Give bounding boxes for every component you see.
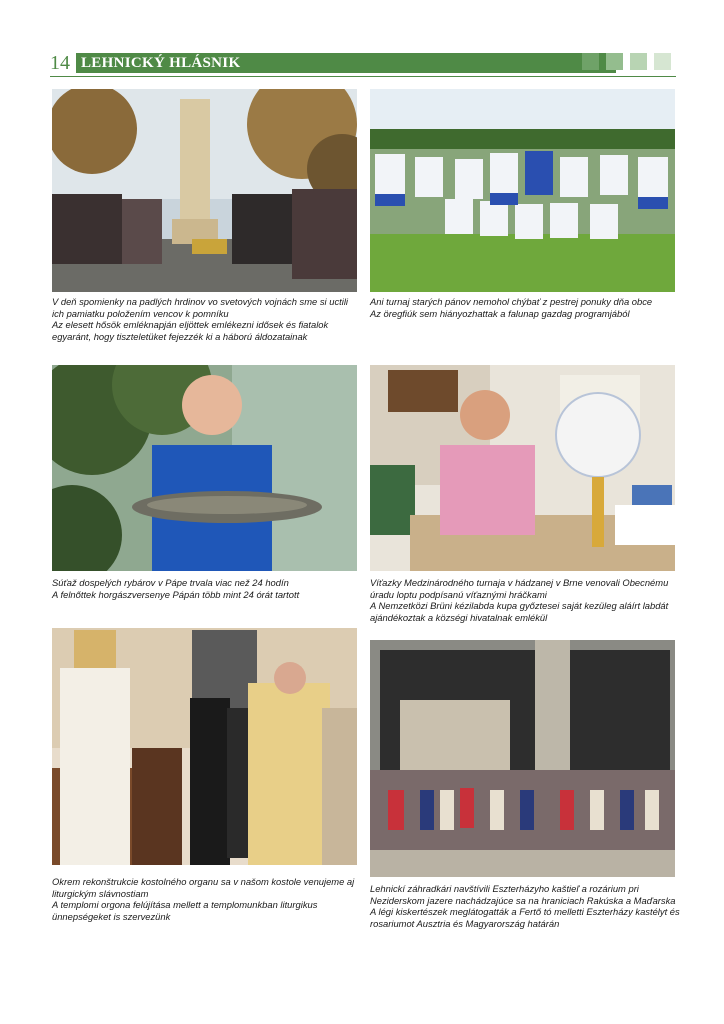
caption-5 — [52, 876, 362, 922]
newsletter-title: LEHNICKÝ HLÁSNIK — [76, 53, 616, 73]
caption-hu: Az öregfiúk sem hiányozhattak a falunap gazdag programjából — [370, 307, 630, 319]
decor-square — [606, 53, 623, 70]
page-header — [50, 52, 676, 74]
caption-hu: A légi kiskertészek meglátogatták a Fertő tó melletti Eszterházy kastélyt és rosariumot Ausztria és Magyarország határán — [370, 906, 680, 929]
decor-square — [582, 53, 599, 70]
caption-6 — [370, 883, 680, 929]
caption-sk: Ani turnaj starých pánov nemohol chýbať z pestrej ponuky dňa obce — [370, 296, 653, 307]
fisherman-catfish-photo — [52, 365, 357, 571]
caption-sk: Okrem rekonštrukcie kostolného organu sa v našom kostole venujeme aj liturgickým slávnostiam — [52, 876, 355, 899]
header-rule — [50, 76, 676, 77]
caption-2 — [370, 296, 680, 319]
page-number: 14 — [50, 52, 70, 74]
caption-4 — [370, 577, 680, 623]
caption-sk: V deň spomienky na padlých hrdinov vo svetových vojnách sme si uctili ich pamiatku položením vencov k pomníku — [52, 296, 348, 319]
caption-3 — [52, 577, 362, 600]
caption-hu: A Nemzetközi Brüni kézilabda kupa győztesei saját kezüleg aláírt labdát ajándékoztak a községi hivatalnak emlékül — [370, 600, 669, 623]
mayor-with-ball-photo — [370, 365, 675, 571]
caption-sk: Víťazky Medzinárodného turnaja v hádzanej v Brne venovali Obecnému úradu loptu podpísanú víťaznými hráčkami — [370, 577, 669, 600]
decor-square — [630, 53, 647, 70]
caption-1 — [52, 296, 362, 342]
church-liturgy-photo — [52, 628, 357, 865]
caption-hu: Az elesett hősök emléknapján eljöttek emlékezni idősek és fiatalok egyaránt, hogy tiszteletüket fejezzék ki a háború áldozatainak — [52, 319, 329, 342]
memorial-ceremony-photo — [52, 89, 357, 292]
caption-sk: Súťaž dospelých rybárov v Pápe trvala viac než 24 hodín — [52, 577, 289, 588]
caption-sk: Lehnickí záhradkári navštívili Eszterházyho kaštieľ a rozárium pri Neziderskom jazere nachádzajúce sa na hraniciach Rakúska a Maďarska — [370, 883, 676, 906]
football-team-photo — [370, 89, 675, 292]
caption-hu: A felnőttek horgászversenye Pápán több mint 24 órát tartott — [52, 588, 300, 600]
caption-hu: A templomi orgona felújítása mellett a templomunkban liturgikus ünnepségeket is szervezünk — [52, 899, 318, 922]
group-at-palace-gate-photo — [370, 640, 675, 877]
decor-square — [654, 53, 671, 70]
